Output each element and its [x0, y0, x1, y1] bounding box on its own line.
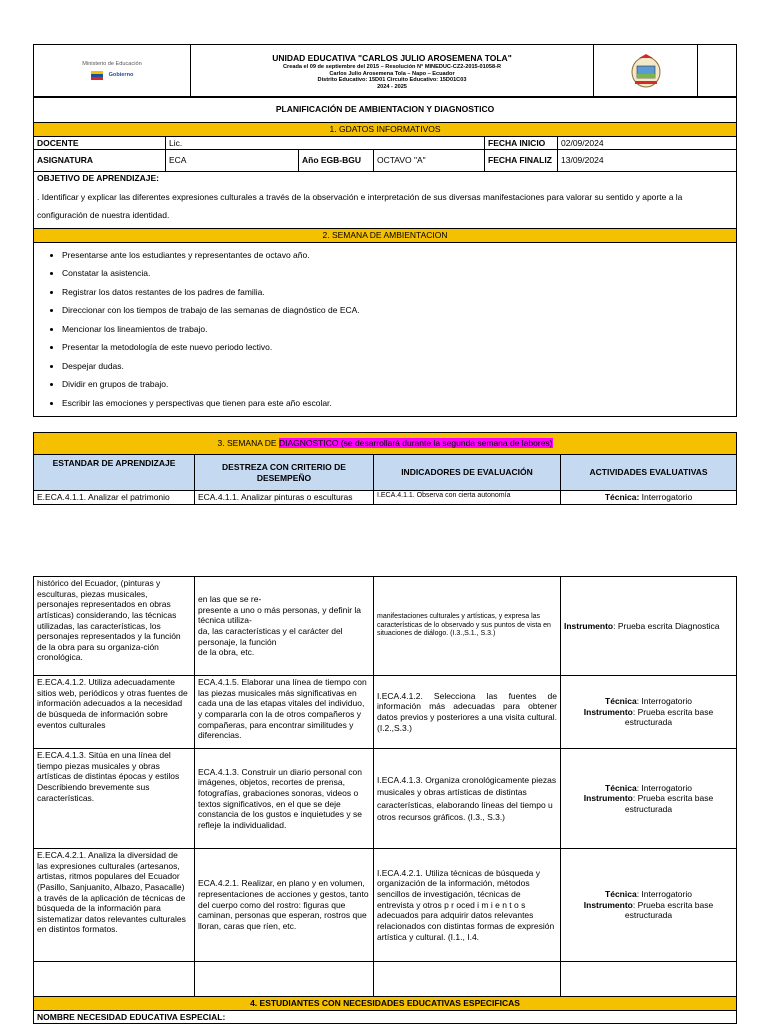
p2-row3-destreza: ECA.4.1.3. Construir un diario personal con imágenes, objetos, recortes de prensa, fotografías, grabaciones sonoras, videos o textos significativos, en el que se deje constancia de los gustos e inquietudes y se refleje la individualidad.	[195, 749, 374, 849]
fecha-final-label: FECHA FINALIZ	[485, 150, 558, 172]
section2-title: 2. SEMANA DE AMBIENTACION	[34, 228, 737, 242]
col-header-destreza: DESTREZA CON CRITERIO DE DESEMPEÑO	[195, 455, 374, 491]
objetivo-label: OBJETIVO DE APRENDIZAJE:	[37, 173, 160, 184]
p2-row2-estandar: E.ECA.4.1.2. Utiliza adecuadamente sitios web, periódicos y otras fuentes de información adecuados a la necesidad de búsqueda de información sobre eventos culturales	[34, 676, 195, 749]
fecha-inicio-label: FECHA INICIO	[485, 136, 558, 150]
instrumento-label: Instrumento	[583, 706, 633, 717]
instrumento-value: : Prueba escrita base estructurada	[624, 706, 714, 728]
row1-destreza: ECA.4.1.1. Analizar pinturas o esculturas	[195, 491, 374, 505]
p2-row3-actividad	[561, 749, 737, 849]
section2-list-cell	[34, 242, 737, 417]
p2-row2-actividad	[561, 676, 737, 749]
list-item: • Presentarse ante los estudiantes y representantes de octavo año.	[62, 246, 736, 265]
tecnica-label: Técnica	[605, 696, 637, 707]
p2-row4-estandar: E.ECA.4.2.1. Analiza la diversidad de las expresiones culturales (artesanos, artistas, ritmos populares del Ecuador (Pasillo, Sanjuanito, Albazo, Pasacalle) a través de la aplicación de técnicas de búsqueda de la información para sistematizar datos relevantes culturales en distintos formatos.	[34, 849, 195, 962]
p2-row4-actividad	[561, 849, 737, 962]
col-header-estandar: ESTANDAR DE APRENDIZAJE	[34, 455, 195, 491]
ecuador-coat-icon	[91, 71, 103, 81]
list-item: • Direccionar con los tiempos de trabajo de las semanas de diagnóstico de ECA.	[62, 301, 736, 320]
plan-title: PLANIFICACIÓN DE AMBIENTACION Y DIAGNOSTICO	[34, 97, 737, 123]
section3-prefix: 3. SEMANA DE	[217, 438, 279, 449]
row1-actividad	[561, 491, 737, 505]
asignatura-value: ECA	[166, 150, 299, 172]
tecnica-value: : Interrogatorio	[636, 696, 692, 707]
school-year: 2024 - 2025	[377, 84, 407, 91]
anio-label: Año EGB-BGU	[299, 150, 374, 172]
tecnica-value: : Interrogatorio	[636, 782, 692, 793]
header-table	[33, 44, 737, 98]
instrumento-label: Instrumento	[564, 620, 614, 631]
instrumento-label: Instrumento	[583, 899, 633, 910]
empty-cell	[561, 962, 737, 997]
objetivo-cell	[34, 172, 737, 229]
fecha-final-value: 13/09/2024	[558, 150, 737, 172]
list-item: • Mencionar los lineamientos de trabajo.	[62, 320, 736, 339]
nee-label: NOMBRE NECESIDAD EDUCATIVA ESPECIAL:	[34, 1010, 737, 1024]
list-item: • Registrar los datos restantes de los padres de familia.	[62, 283, 736, 302]
ministry-logo-cell	[34, 45, 191, 98]
tecnica-label: Técnica:	[604, 492, 640, 502]
tecnica-label: Técnica	[605, 889, 637, 900]
p2-row3-indicador: I.ECA.4.1.3. Organiza cronológicamente piezas musicales y obras artísticas de distintas características, elaborando líneas del tiempo u otros recursos gráficos. (I.3., S.3.)	[374, 749, 561, 849]
row1-estandar: E.ECA.4.1.1. Analizar el patrimonio	[34, 491, 195, 505]
p2-row2-indicador: I.ECA.4.1.2. Selecciona las fuentes de información más adecuadas para obtener datos previos y posteriores a una visita cultural. (I.2.,S.3.)	[374, 676, 561, 749]
school-district: Distrito Educativo: 15D01 Circuito Educativo: 15D01C03	[317, 77, 467, 84]
section3-highlight: DIAGNOSTICO	[278, 438, 339, 449]
section3-note: (se desarrollará durante la segunda semana de labores)	[338, 438, 553, 449]
instrumento-value: : Prueba escrita base estructurada	[624, 899, 714, 921]
docente-value: Lic.	[166, 136, 485, 150]
p2-row4-indicador: I.ECA.4.2.1. Utiliza técnicas de búsqueda y organización de la información, métodos sencillos de investigación, técnicas de entrevista y otros p r oced i m i e n t o s adecuados para adquirir datos relevantes relacionados con distintas formas de expresión artística y cultural. (I.1., I.4.	[374, 849, 561, 962]
row1-indicador: I.ECA.4.1.1. Observa con cierta autonomía	[374, 491, 561, 505]
empty-cell	[195, 962, 374, 997]
asignatura-label: ASIGNATURA	[34, 150, 166, 172]
p2-row3-estandar: E.ECA.4.1.3. Sitúa en una línea del tiempo piezas musicales y obras artísticas de distintas épocas y estilos Describiendo brevemente sus características.	[34, 749, 195, 849]
school-logo-cell	[594, 45, 737, 98]
tecnica-value: Interrogatorio	[639, 492, 693, 502]
objetivo-text: . Identificar y explicar las diferentes expresiones culturales a través de la observación e interpretación de sus diversas manifestaciones para valorar su sentido y aporte a la configuración de nuestra identidad.	[37, 191, 683, 220]
empty-cell	[34, 962, 195, 997]
list-item: • Dividir en grupos de trabajo.	[62, 375, 736, 394]
diagnostico-table	[33, 432, 737, 505]
ambientacion-list	[34, 246, 736, 413]
p2-row1-estandar: histórico del Ecuador, (pinturas y esculturas, piezas musicales, personajes representados en obras artísticas) considerando, las técnicas utilizadas, las características, los personajes representados y la función de la obra para su organiza-ción cronológica.	[34, 577, 195, 676]
col-header-actividades: ACTIVIDADES EVALUATIVAS	[561, 455, 737, 491]
section4-title: 4. ESTUDIANTES CON NECESIDADES EDUCATIVAS ESPECIFICAS	[34, 997, 737, 1011]
school-creation: Creada el 09 de septiembre del 2015 – Resolución N° MINEDUC-CZ2-2015-01058-R	[283, 63, 501, 70]
empty-cell	[374, 962, 561, 997]
ministry-label: Ministerio de Educación	[82, 61, 142, 68]
list-item: • Escribir las emociones y perspectivas que tienen para este año escolar.	[62, 394, 736, 413]
p2-row2-destreza: ECA.4.1.5. Elaborar una línea de tiempo con las piezas musicales más significativas en cada una de las etapas vitales del individuo, y compararla con la de otros compañeros y compañeras, para encontrar similitudes y diferencias.	[195, 676, 374, 749]
school-name: UNIDAD EDUCATIVA "CARLOS JULIO AROSEMENA TOLA"	[272, 53, 512, 64]
instrumento-label: Instrumento	[583, 793, 633, 804]
p2-row4-destreza: ECA.4.2.1. Realizar, en plano y en volumen, representaciones de acciones y gestos, tanto del cuerpo como del rostro: figuras que caminan, personas que esperan, rostros que lloran, caras que ríen, etc.	[195, 849, 374, 962]
section1-title: 1. GDATOS INFORMATIVOS	[34, 123, 737, 137]
p2-row1-destreza: en las que se re- presente a uno o más personas, y definir la técnica utiliza- da, las características y el carácter del personaje, la función de la obra, etc.	[195, 577, 374, 676]
school-info-cell	[191, 45, 594, 98]
fecha-inicio-value: 02/09/2024	[558, 136, 737, 150]
gov-label: Gobierno	[108, 72, 134, 79]
tecnica-value: : Interrogatorio	[636, 889, 692, 900]
section3-title	[34, 433, 737, 455]
docente-label: DOCENTE	[34, 136, 166, 150]
page2-table	[33, 576, 737, 1024]
instrumento-value: : Prueba escrita base estructurada	[624, 793, 714, 814]
p2-row1-indicador: manifestaciones culturales y artísticas, y expresa las características de lo observado y sus puntos de vista en situaciones de diálogo. (I.3.,S.1., S.3.)	[374, 577, 561, 676]
main-table	[33, 96, 737, 417]
list-item: • Constatar la asistencia.	[62, 264, 736, 283]
school-location: Carlos Julio Arosemena Tola – Napo – Ecuador	[329, 70, 455, 77]
instrumento-value: : Prueba escrita Diagnostica	[613, 620, 720, 631]
school-crest-icon	[629, 52, 663, 90]
p2-row1-actividad	[561, 577, 737, 676]
list-item: • Presentar la metodología de este nuevo periodo lectivo.	[62, 338, 736, 357]
tecnica-label: Técnica	[605, 782, 637, 793]
anio-value: OCTAVO "A"	[374, 150, 485, 172]
list-item: • Despejar dudas.	[62, 357, 736, 376]
col-header-indicadores: INDICADORES DE EVALUACIÓN	[374, 455, 561, 491]
